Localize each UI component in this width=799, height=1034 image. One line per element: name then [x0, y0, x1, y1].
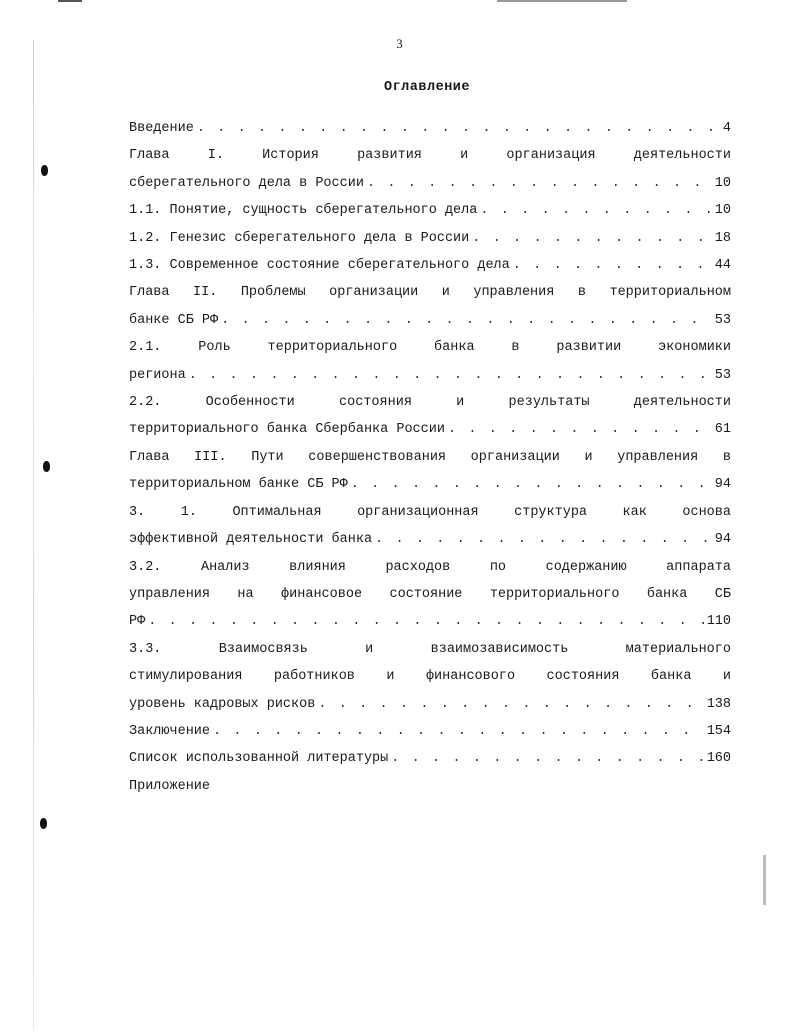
toc-entry-line: Глава III. Пути совершенствования организации и управления в	[129, 449, 731, 465]
toc-page-number: 18	[714, 230, 731, 246]
toc-entry-text: Введение	[129, 121, 194, 136]
toc-entry-text: РФ	[129, 614, 146, 630]
toc-page-number: 4	[722, 121, 731, 136]
dot-leader	[189, 362, 712, 389]
toc-entry	[129, 334, 731, 389]
toc-page-number: 160	[706, 751, 731, 767]
dot-leader	[391, 745, 703, 772]
dot-leader	[351, 471, 712, 498]
dot-leader	[148, 608, 703, 635]
dot-leader	[197, 115, 720, 142]
toc-page-number: 53	[714, 312, 731, 328]
toc-entry	[129, 115, 731, 142]
toc-entry	[129, 773, 731, 800]
toc-page-number: 110	[706, 614, 731, 630]
toc-page-number: 10	[714, 203, 731, 219]
toc-entry-line: 3.2. Анализ влияния расходов по содержанию аппарата	[129, 559, 731, 575]
punch-hole-mark	[43, 461, 50, 472]
toc-entry-line: Глава II. Проблемы организации и управления в территориальном	[129, 285, 731, 301]
dot-leader	[213, 718, 704, 745]
toc-entry-text: 1.1. Понятие, сущность сберегательного дела	[129, 203, 478, 219]
toc-page-number: 10	[714, 175, 731, 191]
scan-top-mark	[497, 0, 627, 2]
toc-entry-line: стимулирования работников и финансового состояния банка и	[129, 669, 731, 685]
toc-entry-text: Приложение	[129, 778, 211, 794]
table-of-contents	[129, 115, 731, 800]
punch-hole-mark	[40, 818, 47, 829]
toc-page-number: 94	[714, 532, 731, 548]
toc-page-number: 53	[714, 367, 731, 383]
toc-entry-line: управления на финансовое состояние территориального банка СБ	[129, 586, 731, 602]
toc-page-number: 94	[714, 477, 731, 493]
dot-leader	[480, 197, 711, 224]
toc-page-number: 154	[706, 723, 731, 739]
toc-entry	[129, 252, 731, 279]
toc-entry-line: 3. 1. Оптимальная организационная структура как основа	[129, 504, 731, 520]
toc-entry-text: сберегательного дела в России	[129, 175, 364, 191]
toc-entry	[129, 636, 731, 718]
toc-entry-text: банке СБ РФ	[129, 312, 219, 328]
page-number: 3	[396, 36, 403, 51]
toc-entry-text: эффективной деятельности банка	[129, 532, 373, 548]
toc-entry	[129, 142, 731, 197]
dot-leader	[221, 307, 712, 334]
toc-entry-line: Глава I. История развития и организация деятельности	[129, 148, 731, 164]
punch-hole-mark	[41, 165, 48, 176]
dot-leader	[367, 170, 712, 197]
toc-entry-text: уровень кадровых рисков	[129, 696, 316, 712]
scan-edge-line	[33, 40, 34, 1030]
toc-entry	[129, 554, 731, 636]
scan-top-mark	[58, 0, 82, 2]
dot-leader	[448, 416, 712, 443]
toc-entry	[129, 444, 731, 499]
scan-speck	[763, 855, 766, 905]
toc-entry	[129, 197, 731, 224]
toc-entry-text: 1.3. Современное состояние сберегательного дела	[129, 258, 510, 274]
toc-entry-line: 3.3. Взаимосвязь и взаимозависимость материального	[129, 641, 731, 657]
toc-entry	[129, 499, 731, 554]
toc-entry-text: 1.2. Генезис сберегательного дела в России	[129, 230, 470, 246]
toc-entry-text: Заключение	[129, 723, 211, 739]
dot-leader	[513, 252, 712, 279]
toc-entry-text: региона	[129, 367, 186, 383]
toc-page-number: 44	[714, 258, 731, 274]
toc-entry-text: территориального банка Сбербанка России	[129, 422, 445, 438]
toc-page-number: 61	[714, 422, 731, 438]
toc-entry	[129, 718, 731, 745]
toc-entry	[129, 745, 731, 772]
toc-entry-line: 2.2. Особенности состояния и результаты деятельности	[129, 395, 731, 411]
toc-entry-text: территориальном банке СБ РФ	[129, 477, 348, 493]
dot-leader	[318, 691, 703, 718]
toc-entry	[129, 279, 731, 334]
dot-leader	[375, 526, 712, 553]
toc-title: Оглавление	[383, 80, 470, 95]
toc-entry-text: Список использованной литературы	[129, 751, 389, 767]
toc-entry-line: 2.1. Роль территориального банка в развитии экономики	[129, 340, 731, 356]
toc-page-number: 138	[706, 696, 731, 712]
toc-entry	[129, 225, 731, 252]
dot-leader	[472, 225, 712, 252]
toc-entry	[129, 389, 731, 444]
